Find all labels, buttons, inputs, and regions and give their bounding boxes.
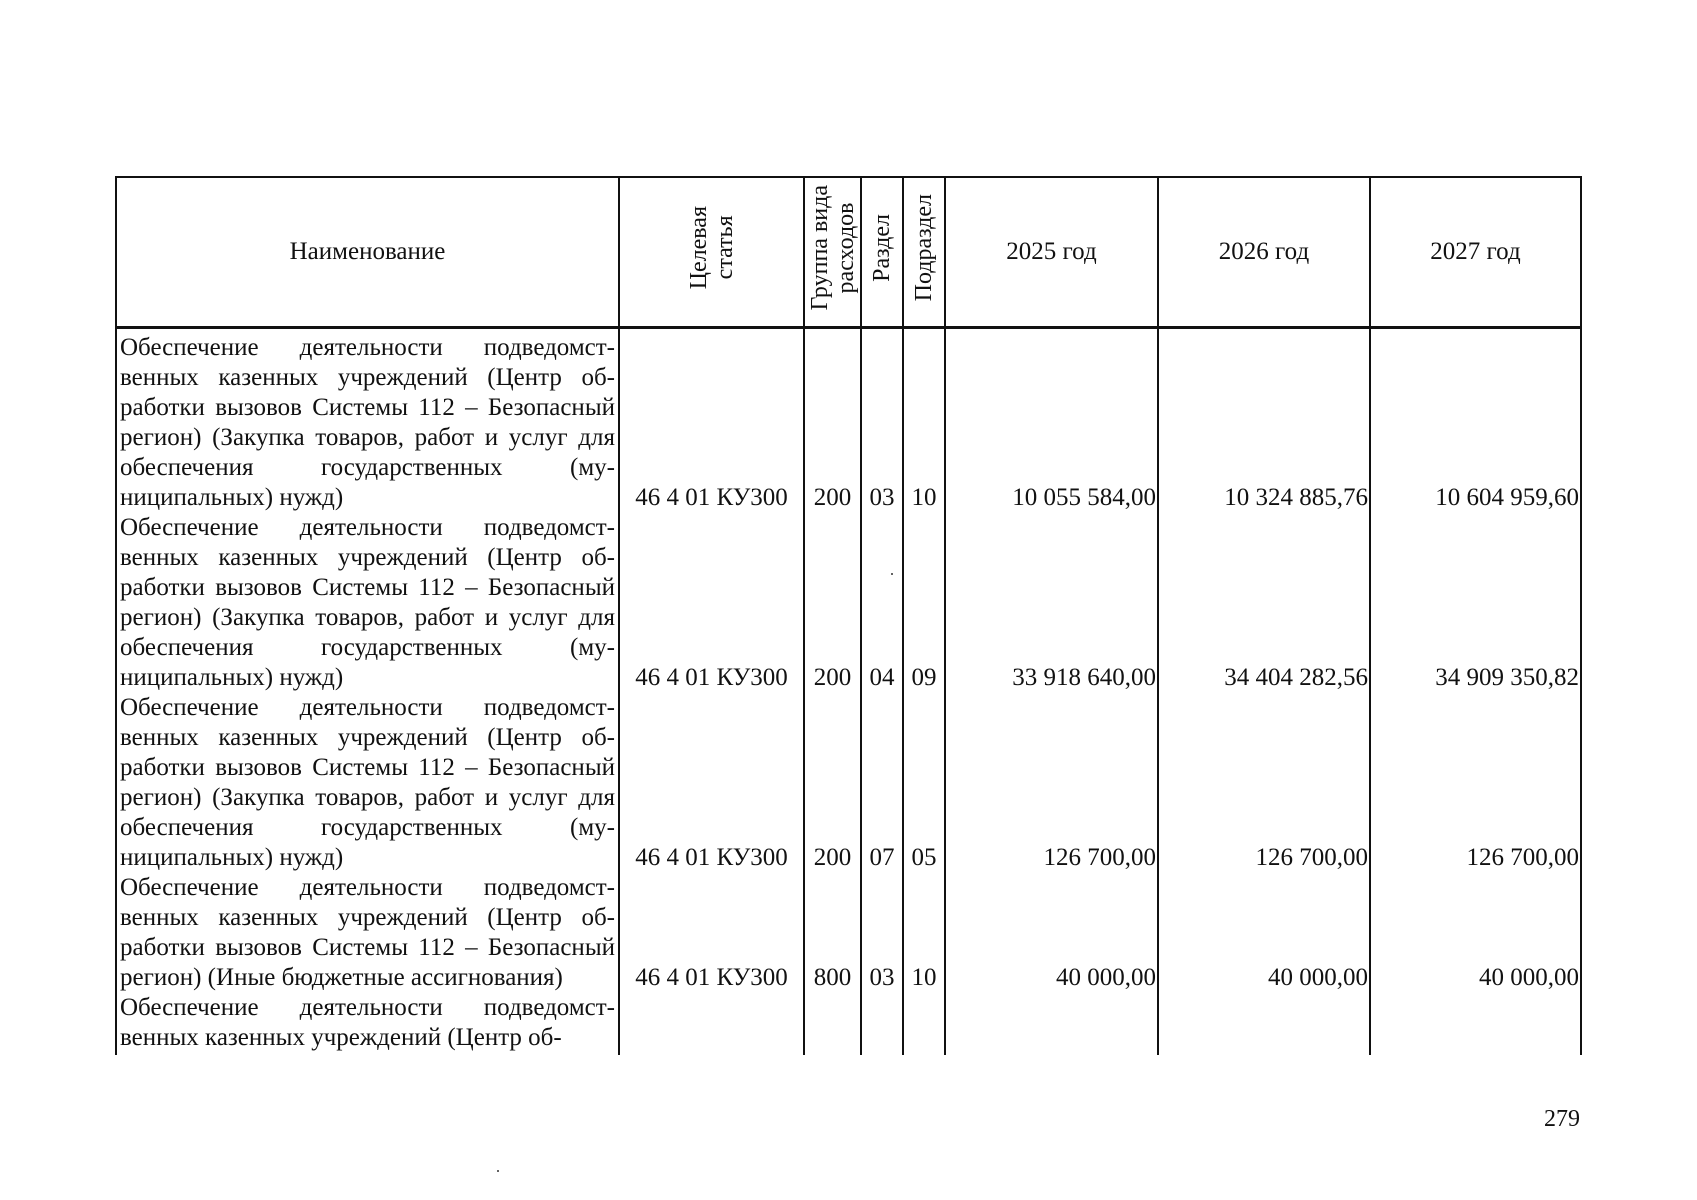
header-target-article: Целевая статья bbox=[619, 177, 804, 328]
row-target-article: 46 4 01 КУ300 bbox=[619, 693, 804, 873]
table-row-continued bbox=[116, 993, 1581, 1055]
header-name: Наименование bbox=[116, 177, 619, 328]
header-2027: 2027 год bbox=[1370, 177, 1581, 328]
row-subsection: 10 bbox=[903, 328, 945, 514]
row-section: 07 bbox=[861, 693, 903, 873]
row-section bbox=[861, 993, 903, 1055]
row-subsection: 05 bbox=[903, 693, 945, 873]
row-expense-group bbox=[804, 993, 861, 1055]
row-expense-group: 200 bbox=[804, 693, 861, 873]
scan-speck bbox=[497, 1170, 499, 1172]
table-row bbox=[116, 513, 1581, 693]
page-number: 279 bbox=[1544, 1106, 1580, 1132]
row-amount-2026: 126 700,00 bbox=[1158, 693, 1370, 873]
row-target-article: 46 4 01 КУ300 bbox=[619, 873, 804, 993]
row-amount-2026: 40 000,00 bbox=[1158, 873, 1370, 993]
row-amount-2026: 34 404 282,56 bbox=[1158, 513, 1370, 693]
row-amount-2027: 40 000,00 bbox=[1370, 873, 1581, 993]
row-amount-2027: 126 700,00 bbox=[1370, 693, 1581, 873]
row-target-article: 46 4 01 КУ300 bbox=[619, 328, 804, 514]
row-amount-2027: 34 909 350,82 bbox=[1370, 513, 1581, 693]
table-row bbox=[116, 328, 1581, 514]
row-expense-group: 800 bbox=[804, 873, 861, 993]
row-section: 03 bbox=[861, 873, 903, 993]
row-name: Обеспечение деятельности подведомственных казенных учреждений (Центр обработки вызовов Системы 112 – Безопасный регион) (Закупка товаров, работ и услуг для обеспечения государственных (муниципальных) нужд) bbox=[116, 513, 619, 693]
scan-speck bbox=[891, 573, 893, 575]
row-amount-2025: 10 055 584,00 bbox=[945, 328, 1158, 514]
row-amount-2025: 40 000,00 bbox=[945, 873, 1158, 993]
row-amount-2025: 33 918 640,00 bbox=[945, 513, 1158, 693]
row-amount-2027 bbox=[1370, 993, 1581, 1055]
header-subsection: Подраздел bbox=[903, 177, 945, 328]
row-target-article bbox=[619, 993, 804, 1055]
row-section: 03 bbox=[861, 328, 903, 514]
row-expense-group: 200 bbox=[804, 328, 861, 514]
header-section: Раздел bbox=[861, 177, 903, 328]
row-name: Обеспечение деятельности подведомственных казенных учреждений (Центр обработки вызовов Системы 112 – Безопасный регион) (Иные бюджетные ассигнования) bbox=[116, 873, 619, 993]
row-target-article: 46 4 01 КУ300 bbox=[619, 513, 804, 693]
table-row bbox=[116, 693, 1581, 873]
table-row bbox=[116, 873, 1581, 993]
budget-table bbox=[115, 176, 1582, 1055]
row-amount-2025: 126 700,00 bbox=[945, 693, 1158, 873]
row-subsection bbox=[903, 993, 945, 1055]
row-subsection: 10 bbox=[903, 873, 945, 993]
row-name: Обеспечение деятельности подведомственных казенных учреждений (Центр обработки вызовов Системы 112 – Безопасный регион) (Закупка товаров, работ и услуг для обеспечения государственных (муниципальных) нужд) bbox=[116, 693, 619, 873]
row-amount-2026: 10 324 885,76 bbox=[1158, 328, 1370, 514]
row-subsection: 09 bbox=[903, 513, 945, 693]
table-body bbox=[116, 328, 1581, 1056]
table-header bbox=[116, 177, 1581, 328]
header-expense-group: Группа вида расходов bbox=[804, 177, 861, 328]
row-section: 04 bbox=[861, 513, 903, 693]
row-expense-group: 200 bbox=[804, 513, 861, 693]
header-2025: 2025 год bbox=[945, 177, 1158, 328]
row-amount-2026 bbox=[1158, 993, 1370, 1055]
row-name: Обеспечение деятельности подведомственных казенных учреждений (Центр об- bbox=[116, 993, 619, 1055]
row-name: Обеспечение деятельности подведомственных казенных учреждений (Центр обработки вызовов Системы 112 – Безопасный регион) (Закупка товаров, работ и услуг для обеспечения государственных (муниципальных) нужд) bbox=[116, 328, 619, 514]
row-amount-2025 bbox=[945, 993, 1158, 1055]
row-amount-2027: 10 604 959,60 bbox=[1370, 328, 1581, 514]
header-2026: 2026 год bbox=[1158, 177, 1370, 328]
